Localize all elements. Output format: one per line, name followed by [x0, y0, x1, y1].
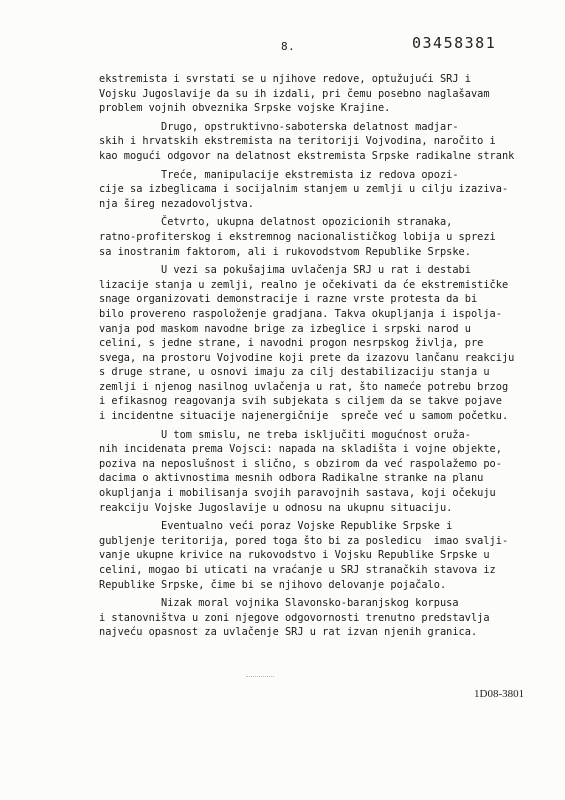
paragraph — [99, 519, 539, 592]
paragraph — [99, 215, 539, 259]
text-line: sa inostranim faktorom, ali i rukovodstvom Republike Srpske. — [99, 245, 471, 258]
text-line: nja šireg nezadovoljstva. — [99, 197, 254, 210]
text-line: i efikasnog reagovanja svih subjekata s ciljem da se takve pojave — [99, 395, 502, 408]
text-line: ratno-profiterskog i ekstremnog nacionalističkog lobija u sprezi — [99, 230, 496, 243]
text-line: Republike Srpske, čime bi se njihovo delovanje pojačalo. — [99, 578, 447, 591]
text-line: dacima o aktivnostima mesnih odbora Radikalne stranke na planu — [99, 472, 484, 485]
text-line: svega, na prostoru Vojvodine koji prete da izazovu lančanu reakciju — [99, 351, 515, 364]
text-line: okupljanja i mobilisanja svojih paravojnih sastava, koji očekuju — [99, 487, 496, 500]
text-line: i incidentne situacije najenergičnije spreče već u samom početku. — [99, 410, 509, 423]
text-line: U tom smislu, ne treba isključiti mogućnost oruža- — [99, 428, 471, 441]
paragraph — [99, 120, 539, 164]
text-line: cije sa izbeglicama i socijalnim stanjem u zemlji u cilju izaziva- — [99, 183, 509, 196]
text-line: i stanovništva u zoni njegove odgovornosti trenutno predstavlja — [99, 611, 490, 624]
text-line: Vojsku Jugoslavije da su ih izdali, pri čemu posebno naglašavam — [99, 87, 490, 100]
document-number: 03458381 — [412, 34, 497, 52]
text-line: kao mogući odgovor na delatnost ekstremista Srpske radikalne strank — [99, 149, 515, 162]
text-line: reakciju Vojske Jugoslavije u odnosu na ukupnu situaciju. — [99, 501, 453, 514]
text-line: ekstremista i svrstati se u njihove redove, optužujući SRJ i — [99, 73, 471, 85]
text-line: poziva na neposlušnost i slično, s obzirom da već raspolažemo po- — [99, 457, 502, 470]
scan-speck — [246, 676, 274, 679]
text-line: zemlji i njenog nasilnog uvlačenja u rat, što nameće potrebu brzog — [99, 380, 509, 393]
body-text — [99, 72, 539, 640]
text-line: bilo provereno raspoloženje gradjana. Takva okupljanja i ispolja- — [99, 307, 502, 320]
text-line: Nizak moral vojnika Slavonsko-baranjskog korpusa — [99, 597, 459, 610]
text-line: skih i hrvatskih ekstremista na teritoriji Vojvodina, naročito i — [99, 135, 496, 148]
paragraph — [99, 263, 539, 424]
text-line: nih incidenata prema Vojsci: napada na skladišta i vojne objekte, — [99, 443, 502, 456]
text-line: Treće, manipulacije ekstremista iz redova opozi- — [99, 168, 459, 181]
text-line: U vezi sa pokušajima uvlačenja SRJ u rat i destabi — [99, 264, 471, 277]
text-line: gubljenje teritorija, pored toga što bi za posledicu imao svalji- — [99, 534, 509, 547]
text-line: Eventualno veći poraz Vojske Republike Srpske i — [99, 520, 453, 533]
paragraph — [99, 428, 539, 516]
paragraph — [99, 168, 539, 212]
text-line: najveću opasnost za uvlačenje SRJ u rat izvan njenih granica. — [99, 626, 478, 639]
text-line: Drugo, opstruktivno-saboterska delatnost madjar- — [99, 120, 459, 133]
text-line: vanje ukupne krivice na rukovodstvo i Vojsku Republike Srpske u — [99, 549, 490, 562]
text-line: problem vojnih obveznika Srpske vojske Krajine. — [99, 102, 391, 115]
paragraph — [99, 596, 539, 640]
page-number: 8. — [281, 40, 296, 53]
text-line: lizacije stanja u zemlji, realno je očekivati da će ekstremističke — [99, 278, 509, 291]
text-line: celini, mogao bi uticati na vraćanje u SRJ stranačkih stavova iz — [99, 564, 496, 576]
text-line: vanja pod maskom navodne brige za izbeglice i srpski narod u — [99, 322, 471, 335]
text-line: s druge strane, u osnovi imaju za cilj destabilizaciju stanja u — [99, 366, 490, 379]
paragraph — [99, 72, 539, 116]
text-line: celini, s jedne strane, i navodni progon nesrpskog življa, pre — [99, 337, 484, 350]
archive-id: 1D08-3801 — [474, 688, 525, 700]
text-line: snage organizovati demonstracije i razne vrste protesta da bi — [99, 293, 478, 306]
text-line: Četvrto, ukupna delatnost opozicionih stranaka, — [99, 216, 453, 229]
